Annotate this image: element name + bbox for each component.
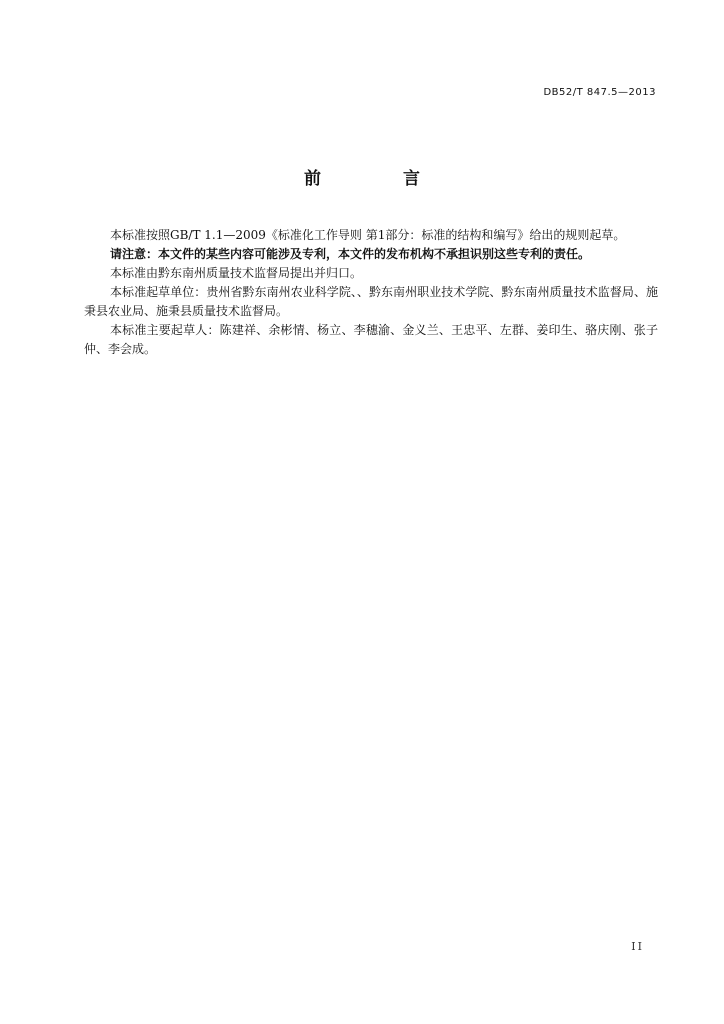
page-number: II <box>631 940 644 953</box>
drafting-rules-paragraph: 本标准按照GB/T 1.1—2009《标准化工作导则 第1部分：标准的结构和编写》给出的规则起草。 <box>110 228 626 242</box>
foreword-body <box>84 226 658 359</box>
drafting-units-paragraph: 本标准起草单位：贵州省黔东南州农业科学院、、黔东南州职业技术学院、黔东南州质量技术监督局、施秉县农业局、施秉县质量技术监督局。 <box>84 285 658 318</box>
proposer-paragraph: 本标准由黔东南州质量技术监督局提出并归口。 <box>110 266 363 280</box>
page-title: 前 言 <box>304 169 458 189</box>
patent-notice-paragraph: 请注意：本文件的某些内容可能涉及专利，本文件的发布机构不承担识别这些专利的责任。 <box>110 247 591 261</box>
standard-number: DB52/T 847.5—2013 <box>543 87 656 98</box>
drafters-paragraph: 本标准主要起草人：陈建祥、余彬情、杨立、李穗渝、金义兰、王忠平、左群、姜印生、骆庆刚、张子仲、李会成。 <box>84 323 658 356</box>
